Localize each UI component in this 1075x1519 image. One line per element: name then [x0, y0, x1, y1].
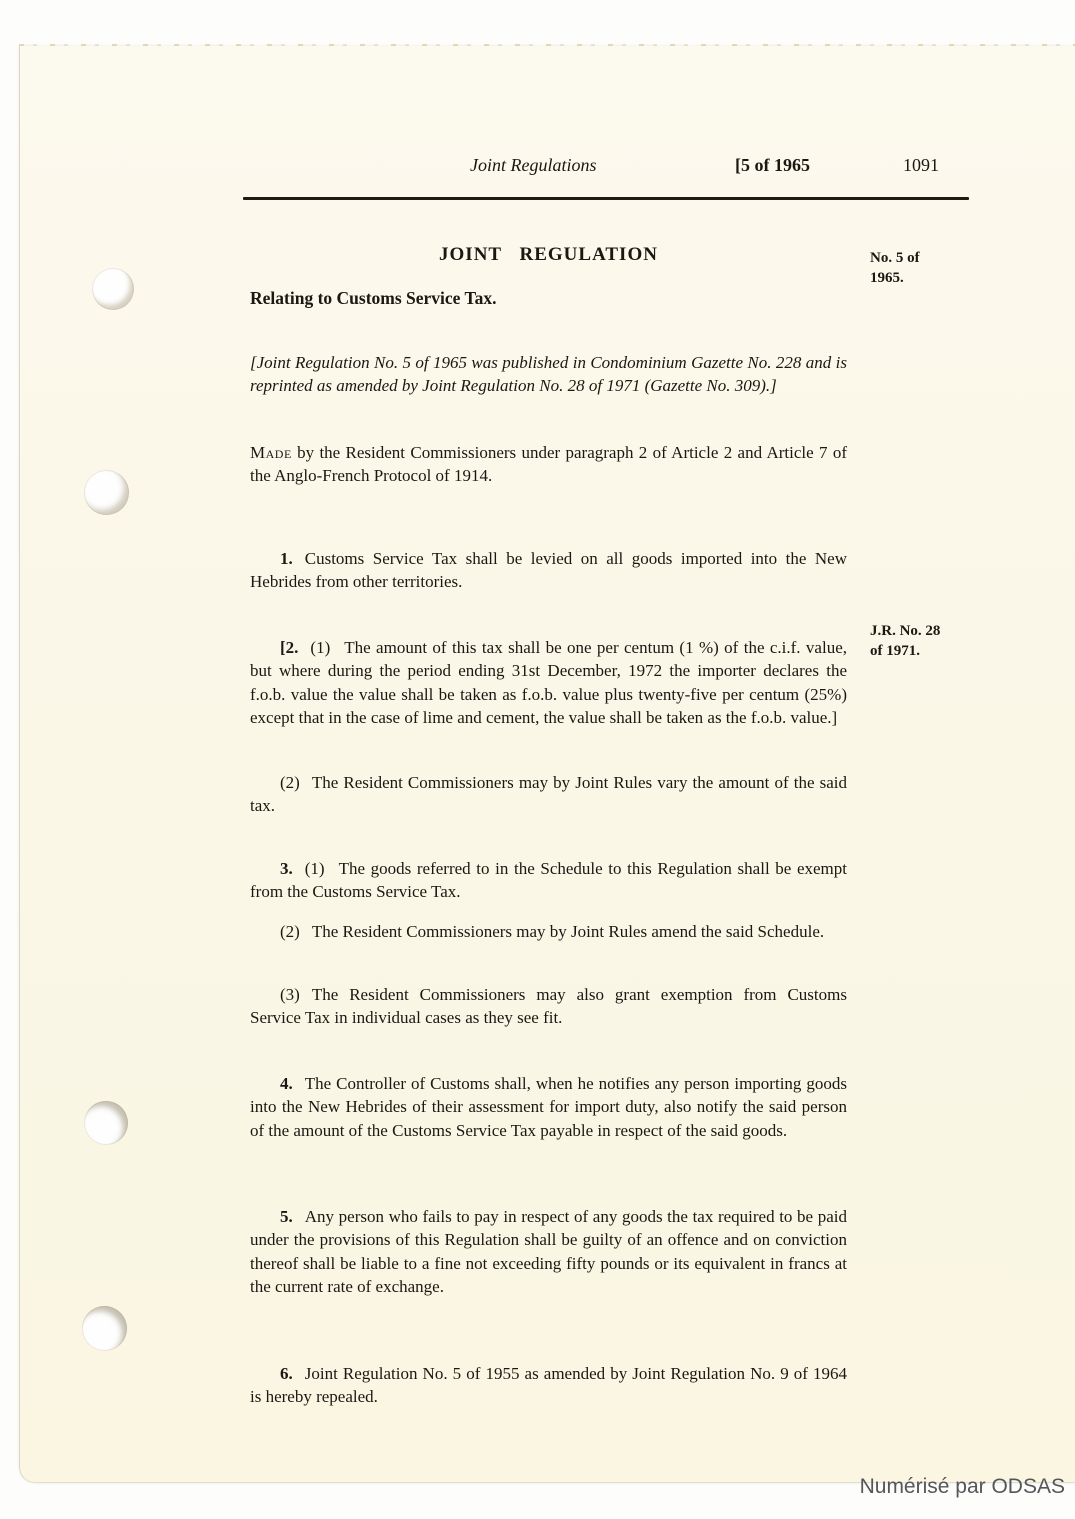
title-margin-note: [870, 248, 990, 288]
subsection-number: (2): [280, 922, 300, 941]
section-paragraph-5: [250, 1205, 847, 1299]
section-text: The Controller of Customs shall, when he notifies any person importing goods into the New Hebrides of their assessment for import duty, also notify the said person of the amount of the Customs Service Tax payable in respect of the said goods.: [250, 1074, 847, 1140]
subsection-number: (1): [310, 638, 331, 657]
margin-note-line: of 1971.: [870, 643, 920, 659]
section-paragraph-3-3: [250, 983, 847, 1030]
section-number: 6.: [280, 1364, 293, 1383]
regulation-subtitle: Relating to Customs Service Tax.: [250, 288, 497, 308]
section-text: Joint Regulation No. 5 of 1955 as amended by Joint Regulation No. 9 of 1964 is hereby repealed.: [250, 1364, 847, 1407]
punch-hole: [84, 470, 129, 515]
section-paragraph-3-1: [250, 857, 847, 904]
punch-hole: [92, 268, 134, 310]
enacting-clause: [250, 441, 847, 488]
section-text: The goods referred to in the Schedule to this Regulation shall be exempt from the Customs Service Tax.: [250, 859, 847, 902]
header-rule: [243, 197, 969, 200]
running-title: Joint Regulations: [470, 155, 597, 175]
section-text: The Resident Commissioners may by Joint Rules vary the amount of the said tax.: [250, 773, 847, 816]
section-text: Customs Service Tax shall be levied on all goods imported into the New Hebrides from other territories.: [250, 549, 847, 592]
section-number: 1.: [280, 549, 293, 568]
page-number: 1091: [903, 155, 939, 175]
section-number: 5.: [280, 1207, 293, 1226]
digitization-watermark: Numérisé par ODSAS: [859, 1475, 1065, 1498]
subsection-number: (1): [304, 859, 325, 878]
punch-hole: [82, 1306, 127, 1351]
section-paragraph-4: [250, 1072, 847, 1142]
section-text: The Resident Commissioners may by Joint Rules amend the said Schedule.: [311, 922, 825, 941]
section-paragraph-2-2: [250, 771, 847, 818]
margin-note-line: J.R. No. 28: [870, 623, 941, 639]
punch-hole: [84, 1101, 128, 1145]
section-number: [2.: [280, 638, 299, 657]
margin-note-line: No. 5 of: [870, 250, 920, 266]
gazette-note: [Joint Regulation No. 5 of 1965 was published in Condominium Gazette No. 228 and is reprinted as amended by Joint Regulation No. 28 of 1971 (Gazette No. 309).]: [250, 353, 847, 396]
enacting-text: by the Resident Commissioners under paragraph 2 of Article 2 and Article 7 of the Anglo-French Protocol of 1914.: [250, 443, 847, 486]
section-text: The Resident Commissioners may also grant exemption from Customs Service Tax in individual cases as they see fit.: [250, 985, 847, 1028]
section-text: Any person who fails to pay in respect of any goods the tax required to be paid under the provisions of this Regulation shall be guilty of an offence and on conviction thereof shall be liable to a fine not exceeding fifty pounds or its equivalent in francs at the current rate of exchange.: [250, 1207, 847, 1297]
issue-reference: [5 of 1965: [735, 155, 810, 175]
section-paragraph-2: [250, 636, 847, 730]
subsection-number: (3): [280, 985, 300, 1004]
section-paragraph-3-2: [250, 920, 847, 943]
section-number: 3.: [280, 859, 293, 878]
section-text: The amount of this tax shall be one per centum (1 %) of the c.i.f. value, but where during the period ending 31st December, 1972 the importer declares the f.o.b. value the value shall be taken as f.o.b. value plus twenty-five per centum (25%) except that in the case of lime and cement, the value shall be taken as the f.o.b. value.]: [250, 638, 847, 728]
section-paragraph-6: [250, 1362, 847, 1409]
enacting-lead-word: Made: [250, 443, 292, 462]
section-paragraph-1: [250, 547, 847, 594]
section-number: 4.: [280, 1074, 293, 1093]
regulation-title: JOINT REGULATION: [439, 244, 658, 265]
subsection-number: (2): [280, 773, 300, 792]
margin-note-line: 1965.: [870, 270, 904, 286]
amendment-margin-note: [870, 621, 990, 661]
